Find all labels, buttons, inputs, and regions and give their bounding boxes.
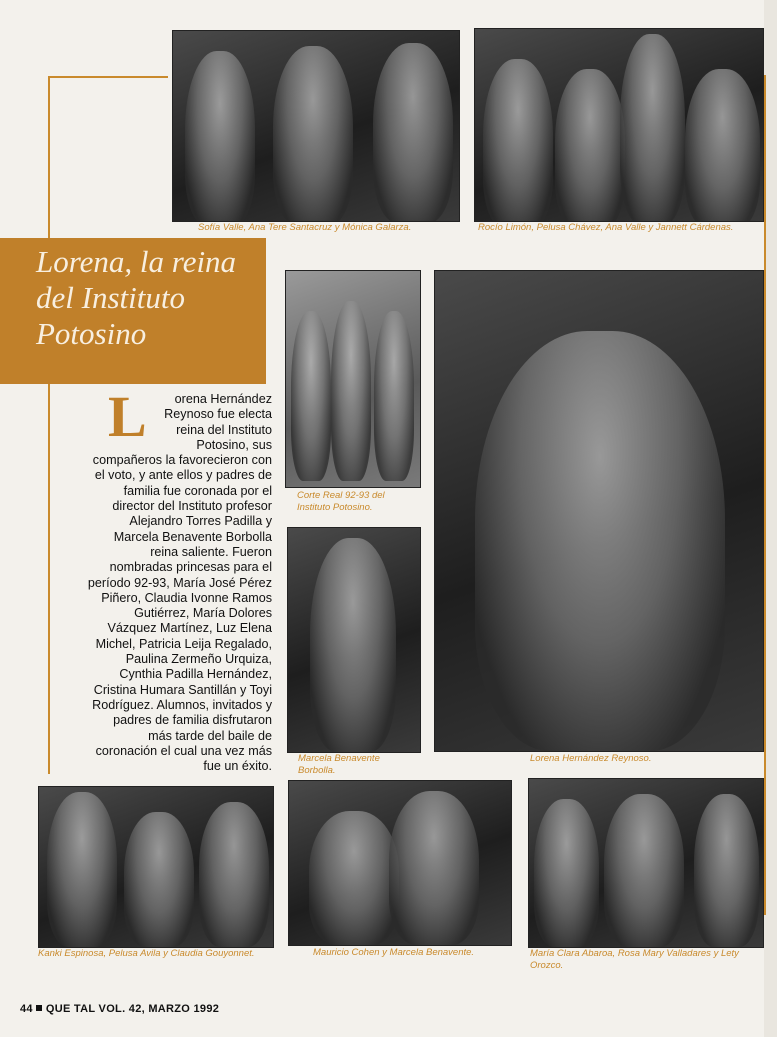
article-body bbox=[86, 384, 272, 774]
caption-lorena: Lorena Hernández Reynoso. bbox=[530, 753, 652, 764]
title-block bbox=[0, 238, 266, 384]
caption-marcela: Marcela Benavente Borbolla. bbox=[298, 753, 380, 776]
caption-bottom-right: María Clara Abaroa, Rosa Mary Valladares y Lety Orozco. bbox=[530, 948, 739, 971]
square-bullet-icon bbox=[36, 1005, 42, 1011]
article-title: Lorena, la reina del Instituto Potosino bbox=[36, 244, 237, 351]
caption-bottom-left: Kanki Espinosa, Pelusa Avila y Claudia Gouyonnet. bbox=[38, 948, 255, 959]
rule-top-left bbox=[48, 76, 168, 78]
photo-marcela bbox=[287, 527, 421, 753]
caption-corte: Corte Real 92-93 del Instituto Potosino. bbox=[297, 490, 385, 513]
rule-bottom-left-vertical bbox=[48, 384, 50, 774]
issue-info: QUE TAL VOL. 42, MARZO 1992 bbox=[45, 1003, 220, 1015]
caption-bottom-middle: Mauricio Cohen y Marcela Benavente. bbox=[313, 947, 475, 958]
page-number: 44 bbox=[20, 1003, 33, 1015]
photo-top-left bbox=[172, 30, 460, 222]
article-text: orena Hernández Reynoso fue electa reina del Instituto Potosino, sus compañeros la favorecieron con el voto, y ante ellos y padres de familia fue coronada por el director del Instituto profesor Alejandro Torres Padilla y Marcela Benavente Borbolla reina saliente. Fueron nombradas princesas para el período 92-93, María José Pérez Piñero, Claudia Ivonne Ramos Gutiérrez, María Dolores Vázquez Martínez, Luz Elena Michel, Patricia Leija Regalado, Paulina Zermeño Urquiza, Cynthia Padilla Hernández, Cristina Humara Santillán y Toyi Rodríguez. Alumnos, invitados y padres de familia disfrutaron más tarde del baile de coronación el cual una vez más fue un éxito. bbox=[87, 392, 272, 774]
page-footer bbox=[20, 1003, 219, 1015]
photo-lorena bbox=[434, 270, 764, 752]
rule-left-vertical bbox=[48, 76, 50, 238]
caption-top-left: Sofía Valle, Ana Tere Santacruz y Mónica Galarza. bbox=[198, 222, 412, 233]
drop-cap: L bbox=[108, 384, 147, 449]
photo-bottom-right bbox=[528, 778, 764, 948]
photo-top-right bbox=[474, 28, 764, 222]
rule-right-vertical bbox=[764, 75, 766, 915]
photo-corte-real bbox=[285, 270, 421, 488]
photo-bottom-left bbox=[38, 786, 274, 948]
caption-top-right: Rocío Limón, Pelusa Chávez, Ana Valle y Jannett Cárdenas. bbox=[478, 222, 734, 233]
photo-bottom-middle bbox=[288, 780, 512, 946]
